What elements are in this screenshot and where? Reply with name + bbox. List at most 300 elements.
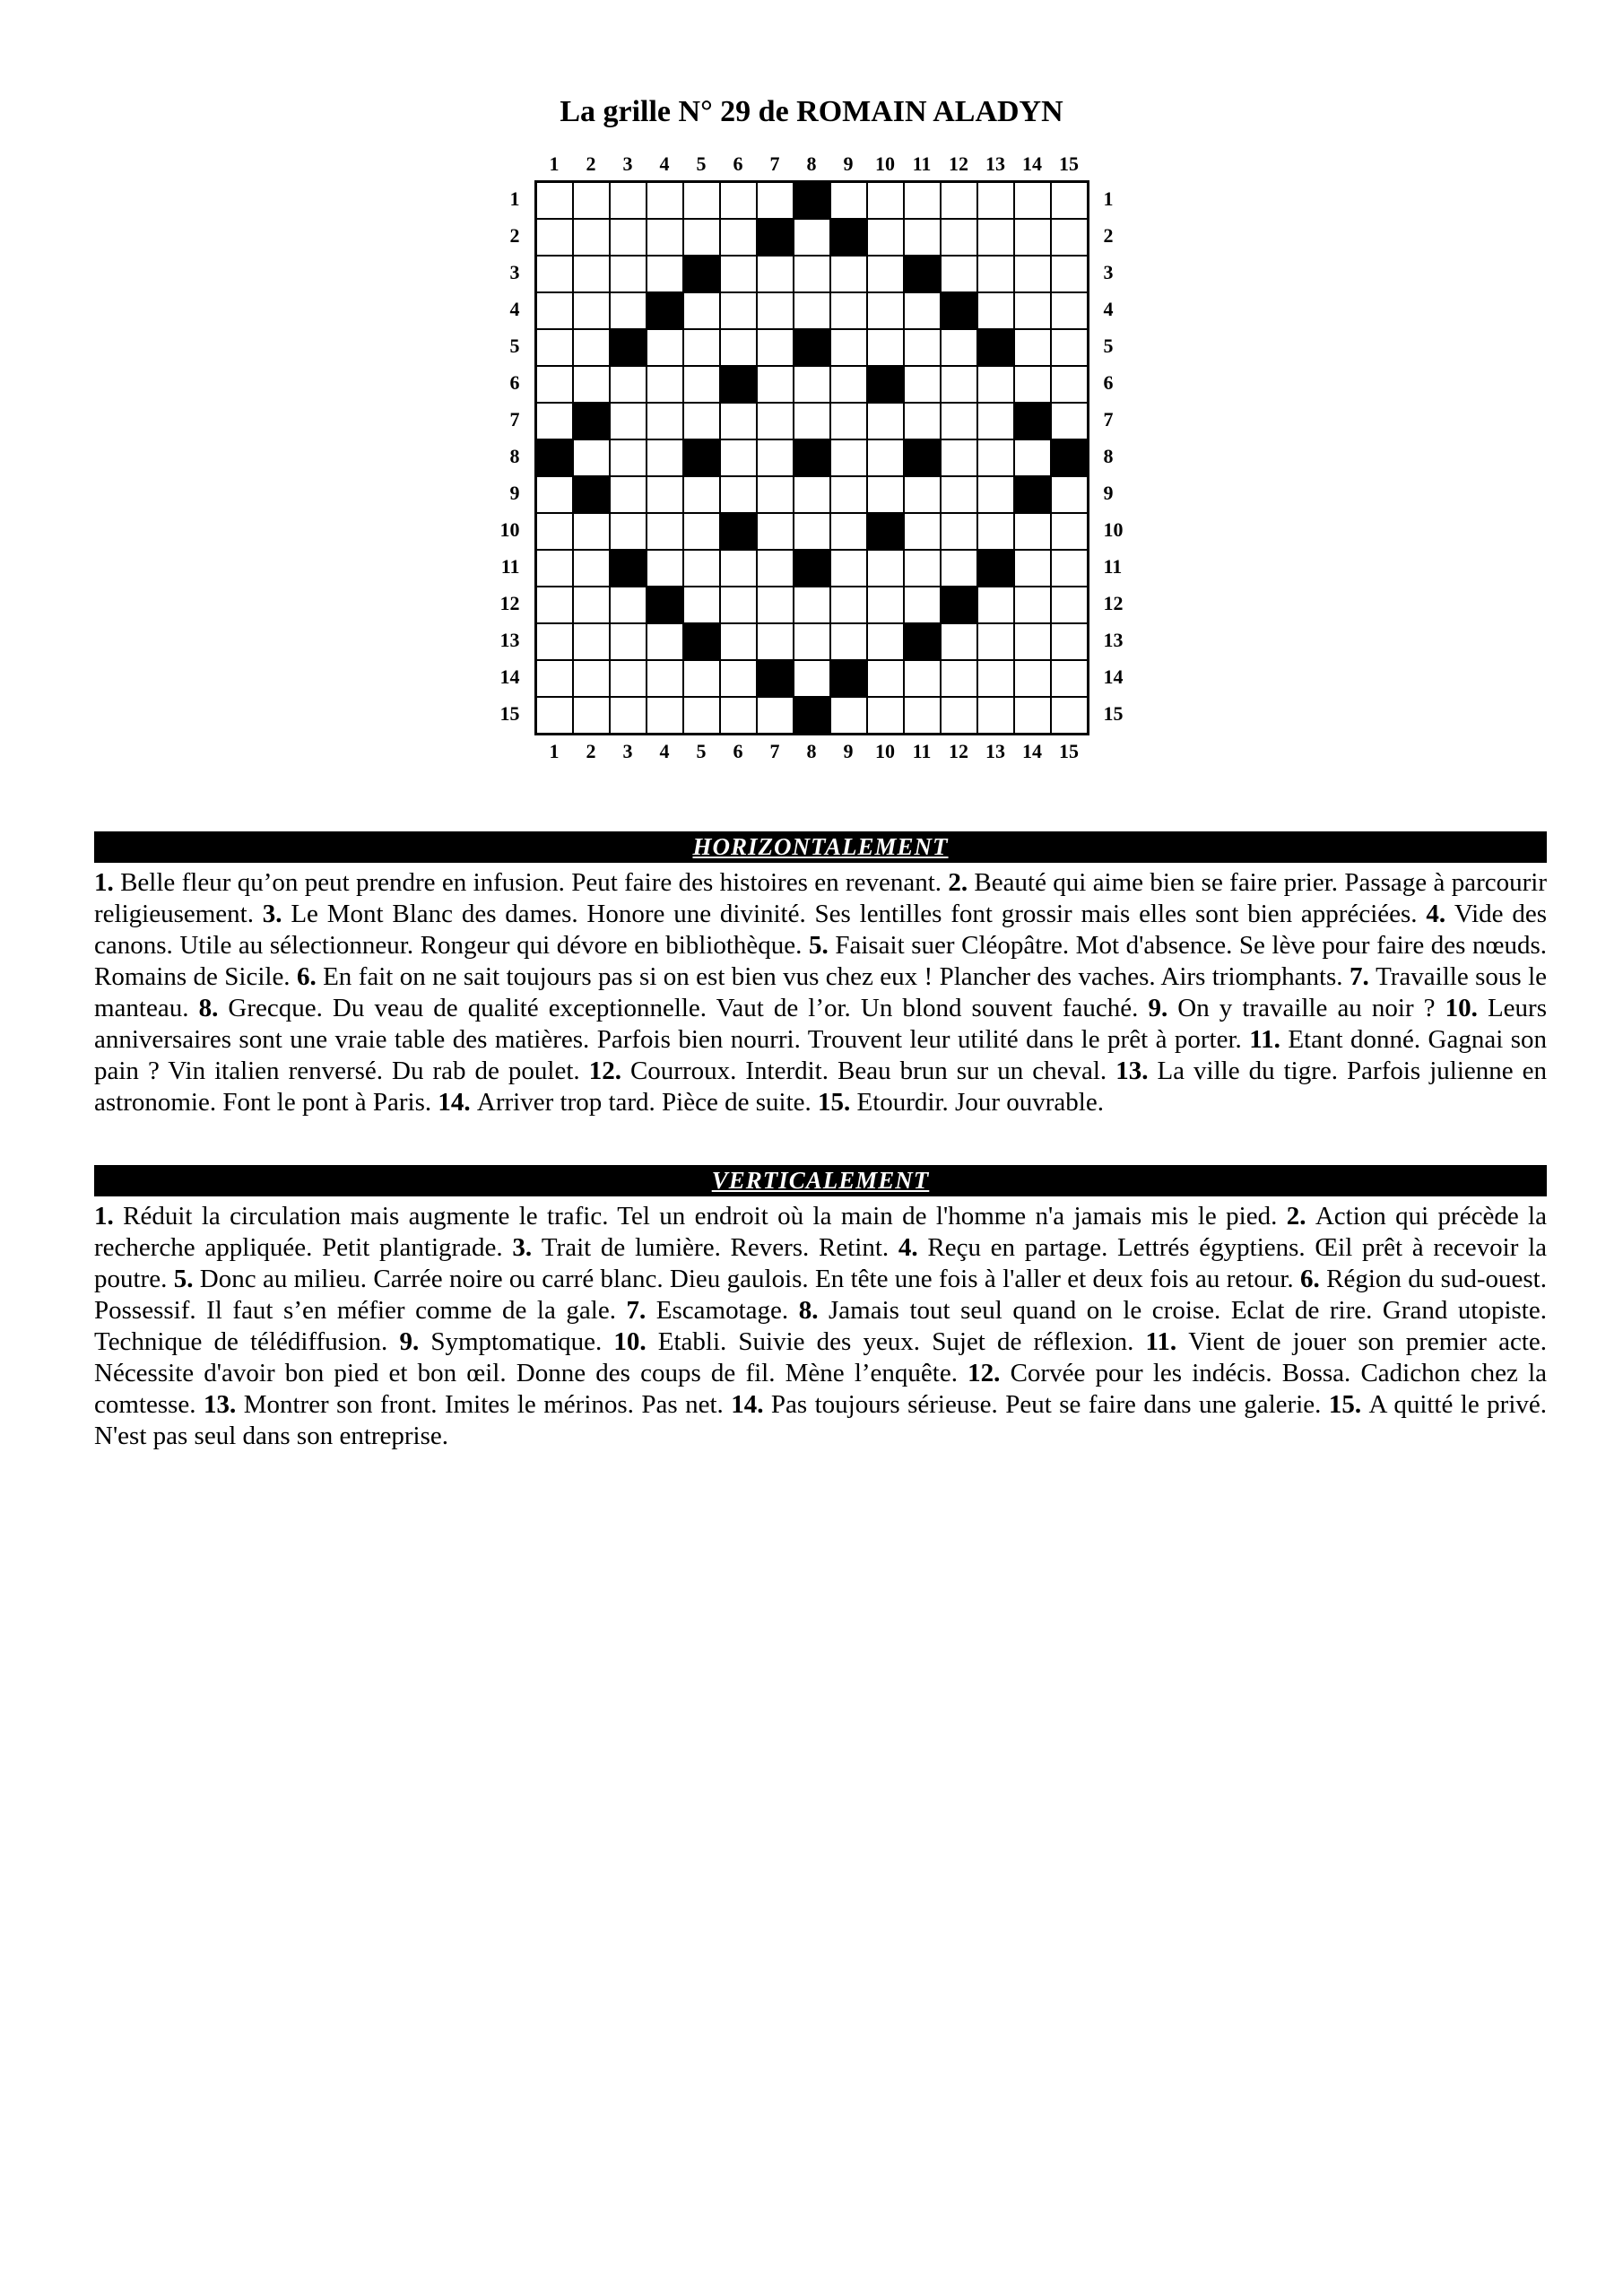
grid-cell-white <box>536 219 573 256</box>
clue-number: 15. <box>1328 1390 1362 1419</box>
row-label: 6 <box>509 371 520 394</box>
grid-cell-black <box>794 439 830 476</box>
clue-number: 3. <box>512 1233 533 1262</box>
clue-text: Faisait suer Cléopâtre. Mot d'absence. Se lève pour faire des nœuds. Romains de Sicile. <box>94 931 1548 991</box>
section-header-vertical: VERTICALEMENT <box>94 1165 1547 1196</box>
grid-cell-black <box>573 403 610 439</box>
grid-cell-black <box>867 366 904 403</box>
row-label: 1 <box>509 187 520 210</box>
clue-number: 6. <box>296 962 317 991</box>
col-label: 4 <box>659 152 670 175</box>
grid-cell-white <box>647 366 683 403</box>
label-spacer <box>491 738 536 765</box>
grid-cell-white <box>720 550 757 587</box>
grid-cell-black <box>941 292 977 329</box>
grid-cell-white <box>573 182 610 219</box>
row-label: 11 <box>1103 555 1123 578</box>
clue-number: 4. <box>898 1233 918 1262</box>
clue-number: 2. <box>948 868 968 897</box>
grid-cell-white <box>720 329 757 366</box>
grid-cell-white <box>794 660 830 697</box>
row-label: 12 <box>1103 592 1124 614</box>
column-labels-bottom <box>491 738 1133 765</box>
grid-cell-white <box>904 513 941 550</box>
clue-number: 11. <box>1249 1025 1280 1054</box>
grid-cell-white <box>1014 550 1051 587</box>
grid-cell-white <box>941 476 977 513</box>
grid-cell-white <box>683 513 720 550</box>
grid-cell-white <box>941 513 977 550</box>
grid-cell-white <box>1014 182 1051 219</box>
grid-cell-white <box>977 403 1014 439</box>
grid-cell-white <box>573 219 610 256</box>
row-labels-left <box>490 180 534 732</box>
grid-cell-white <box>610 587 647 623</box>
grid-cell-white <box>977 256 1014 292</box>
clue-number: 3. <box>262 900 282 928</box>
clue-text: En fait on ne sait toujours pas si on est bien vus chez eux ! Plancher des vaches. Airs triomphants. <box>316 962 1350 991</box>
grid-cell-white <box>720 476 757 513</box>
clue-number: 2. <box>1286 1202 1306 1231</box>
row-label: 7 <box>509 408 520 430</box>
grid-cell-white <box>757 587 794 623</box>
clue-number: 12. <box>588 1057 621 1085</box>
grid-cell-white <box>830 513 867 550</box>
row-label: 9 <box>509 482 520 504</box>
grid-cell-white <box>1014 587 1051 623</box>
row-label: 4 <box>1103 298 1114 320</box>
row-labels-right <box>1089 180 1134 732</box>
col-label: 13 <box>985 740 1005 762</box>
grid-cell-black <box>536 439 573 476</box>
grid-cell-white <box>1051 660 1088 697</box>
row-label: 2 <box>509 224 520 247</box>
col-label: 7 <box>769 740 780 762</box>
grid-cell-white <box>610 182 647 219</box>
grid-cell-white <box>941 660 977 697</box>
grid-cell-white <box>1051 329 1088 366</box>
grid-cell-white <box>830 439 867 476</box>
grid-cell-white <box>1014 660 1051 697</box>
grid-cell-black <box>794 550 830 587</box>
grid-cell-white <box>610 660 647 697</box>
row-label: 6 <box>1103 371 1114 394</box>
grid-cell-white <box>941 182 977 219</box>
clue-text: Région du sud-ouest. Possessif. Il faut s’en méfier comme de la gale. <box>94 1265 1547 1325</box>
grid-cell-white <box>977 476 1014 513</box>
grid-cell-white <box>610 366 647 403</box>
clue-text: Reçu en partage. Lettrés égyptiens. Œil prêt à recevoir la poutre. <box>94 1233 1548 1293</box>
row-label: 13 <box>1103 629 1124 651</box>
grid-cell-white <box>830 623 867 660</box>
grid-cell-white <box>977 587 1014 623</box>
clue-text: Trait de lumière. Revers. Retint. <box>532 1233 898 1262</box>
grid-cell-white <box>720 587 757 623</box>
col-label: 4 <box>659 740 670 762</box>
clue-text: Symptomatique. <box>419 1327 614 1356</box>
grid-mid-row <box>490 180 1134 735</box>
grid-cell-white <box>536 403 573 439</box>
grid-cell-white <box>610 403 647 439</box>
grid-cell-white <box>683 182 720 219</box>
grid-cell-white <box>610 256 647 292</box>
grid-cell-white <box>1051 697 1088 734</box>
col-label: 2 <box>586 740 596 762</box>
grid-cell-white <box>1014 256 1051 292</box>
clue-number: 4. <box>1426 900 1446 928</box>
grid-cell-white <box>1014 366 1051 403</box>
grid-cell-white <box>904 366 941 403</box>
row-label: 7 <box>1103 408 1114 430</box>
grid-cell-white <box>904 403 941 439</box>
clue-text: Le Mont Blanc des dames. Honore une divinité. Ses lentilles font grossir mais elles sont bien appréciées. <box>282 900 1427 928</box>
grid-cell-white <box>977 366 1014 403</box>
grid-cell-white <box>794 256 830 292</box>
grid-cell-black <box>573 476 610 513</box>
grid-cell-white <box>683 587 720 623</box>
clue-number: 9. <box>1148 994 1168 1022</box>
grid-cell-white <box>1014 329 1051 366</box>
grid-cell-black <box>794 182 830 219</box>
clue-text: Vide des canons. Utile au sélectionneur. Rongeur qui dévore en bibliothèque. <box>94 900 1548 960</box>
grid-cell-white <box>794 403 830 439</box>
grid-cell-white <box>536 513 573 550</box>
grid-cell-white <box>720 660 757 697</box>
col-label: 2 <box>586 152 596 175</box>
grid-cell-white <box>720 256 757 292</box>
clue-text: Arriver trop tard. Pièce de suite. <box>470 1088 818 1117</box>
clue-text: Travaille sous le manteau. <box>94 962 1547 1022</box>
grid-cell-black <box>941 587 977 623</box>
row-label: 14 <box>1103 665 1124 688</box>
row-label: 15 <box>1103 702 1124 725</box>
grid-cell-black <box>904 256 941 292</box>
col-label: 11 <box>912 152 932 175</box>
grid-cell-white <box>647 550 683 587</box>
col-label: 10 <box>875 152 895 175</box>
grid-cell-black <box>720 366 757 403</box>
clue-text: Jamais tout seul quand on le croise. Eclat de rire. Grand utopiste. Technique de télédiffusion. <box>94 1296 1547 1356</box>
grid-cell-white <box>977 439 1014 476</box>
grid-cell-white <box>536 292 573 329</box>
grid-cell-white <box>1014 513 1051 550</box>
grid-cell-black <box>720 513 757 550</box>
grid-cell-black <box>1014 403 1051 439</box>
grid-cell-white <box>794 366 830 403</box>
grid-cell-white <box>647 329 683 366</box>
grid-cell-black <box>977 550 1014 587</box>
col-label: 9 <box>843 152 854 175</box>
clue-number: 12. <box>968 1359 1001 1387</box>
grid-cell-white <box>830 476 867 513</box>
grid-cell-white <box>977 623 1014 660</box>
clue-number: 5. <box>809 931 829 960</box>
grid-cell-white <box>647 219 683 256</box>
grid-cell-white <box>683 476 720 513</box>
clue-text: Courroux. Interdit. Beau brun sur un cheval. <box>621 1057 1116 1085</box>
grid-cell-white <box>720 292 757 329</box>
grid-cell-white <box>867 256 904 292</box>
clue-number: 13. <box>1115 1057 1149 1085</box>
grid-cell-white <box>867 182 904 219</box>
grid-cell-white <box>867 403 904 439</box>
grid-cell-white <box>573 366 610 403</box>
clue-text: Pas toujours sérieuse. Peut se faire dans une galerie. <box>763 1390 1329 1419</box>
grid-cell-white <box>867 697 904 734</box>
grid-cell-white <box>830 256 867 292</box>
col-label: 12 <box>949 740 968 762</box>
col-label: 14 <box>1022 740 1042 762</box>
grid-cell-white <box>977 513 1014 550</box>
grid-cell-white <box>867 329 904 366</box>
grid-cell-white <box>1051 292 1088 329</box>
grid-cell-white <box>1051 550 1088 587</box>
grid-cell-black <box>794 329 830 366</box>
grid-cell-white <box>977 219 1014 256</box>
clue-number: 14. <box>438 1088 471 1117</box>
crossword-block <box>0 151 1623 765</box>
grid-cell-white <box>683 403 720 439</box>
grid-cell-white <box>904 476 941 513</box>
grid-cell-black <box>1051 439 1088 476</box>
grid-cell-white <box>977 292 1014 329</box>
grid-cell-white <box>830 182 867 219</box>
label-spacer <box>1088 738 1133 765</box>
grid-cell-white <box>757 439 794 476</box>
col-label: 9 <box>843 740 854 762</box>
grid-cell-white <box>1051 623 1088 660</box>
grid-cell-white <box>867 476 904 513</box>
grid-cell-white <box>610 219 647 256</box>
clue-text: Grecque. Du veau de qualité exceptionnelle. Vaut de l’or. Un blond souvent fauché. <box>218 994 1149 1022</box>
grid-cell-black <box>977 329 1014 366</box>
grid-cell-white <box>1014 219 1051 256</box>
clues-vertical <box>94 1201 1547 1452</box>
grid-cell-black <box>757 219 794 256</box>
col-label: 6 <box>733 740 743 762</box>
grid-cell-white <box>573 292 610 329</box>
clue-number: 10. <box>613 1327 647 1356</box>
grid-cell-white <box>904 292 941 329</box>
grid-cell-white <box>757 292 794 329</box>
grid-cell-white <box>794 623 830 660</box>
section-header-horizontal: HORIZONTALEMENT <box>94 831 1547 863</box>
grid-cell-white <box>830 550 867 587</box>
grid-cell-black <box>610 550 647 587</box>
row-label: 8 <box>509 445 520 467</box>
col-label: 15 <box>1059 152 1079 175</box>
grid-cell-white <box>647 697 683 734</box>
grid-cell-white <box>647 256 683 292</box>
grid-cell-white <box>573 256 610 292</box>
row-label: 3 <box>1103 261 1114 283</box>
grid-cell-white <box>720 623 757 660</box>
col-label: 5 <box>696 152 707 175</box>
clue-number: 10. <box>1445 994 1478 1022</box>
col-label: 8 <box>806 740 817 762</box>
grid-cell-black <box>683 623 720 660</box>
grid-cell-white <box>830 292 867 329</box>
grid-cell-white <box>904 219 941 256</box>
clue-number: 14. <box>731 1390 764 1419</box>
grid-cell-black <box>757 660 794 697</box>
col-label: 7 <box>769 152 780 175</box>
clue-number: 1. <box>94 868 114 897</box>
clue-number: 1. <box>94 1202 114 1231</box>
row-label: 13 <box>499 629 520 651</box>
grid-cell-white <box>683 292 720 329</box>
clue-text: Corvée pour les indécis. Bossa. Cadichon chez la comtesse. <box>94 1359 1547 1419</box>
grid-cell-white <box>1051 476 1088 513</box>
grid-cell-black <box>1014 476 1051 513</box>
grid-cell-white <box>904 550 941 587</box>
grid-cell-white <box>977 660 1014 697</box>
row-label: 15 <box>499 702 520 725</box>
clue-text: Etourdir. Jour ouvrable. <box>850 1088 1104 1117</box>
clue-text: A quitté le privé. N'est pas seul dans son entreprise. <box>94 1390 1547 1450</box>
grid-cell-white <box>904 182 941 219</box>
grid-cell-white <box>683 219 720 256</box>
grid-cell-black <box>830 219 867 256</box>
row-label: 4 <box>509 298 520 320</box>
grid-cell-white <box>941 329 977 366</box>
grid-cell-black <box>830 660 867 697</box>
clue-text: On y travaille au noir ? <box>1167 994 1445 1022</box>
row-label: 14 <box>499 665 520 688</box>
grid-cell-white <box>573 660 610 697</box>
grid-cell-white <box>757 403 794 439</box>
clue-text: Etant donné. Gagnai son pain ? Vin italien renversé. Du rab de poulet. <box>94 1025 1548 1085</box>
col-label: 1 <box>549 740 560 762</box>
grid-cell-white <box>867 550 904 587</box>
grid-cell-white <box>610 623 647 660</box>
grid-cell-white <box>720 219 757 256</box>
col-label: 1 <box>549 152 560 175</box>
clue-text: Vient de jouer son premier acte. Nécessite d'avoir bon pied et bon œil. Donne des coups de fil. Mène l’enquête. <box>94 1327 1548 1387</box>
grid-cell-white <box>536 366 573 403</box>
grid-cell-black <box>867 513 904 550</box>
grid-cell-white <box>941 219 977 256</box>
grid-cell-black <box>683 439 720 476</box>
grid-cell-white <box>1051 219 1088 256</box>
grid-cell-black <box>904 623 941 660</box>
grid-cell-white <box>941 623 977 660</box>
grid-cell-white <box>647 513 683 550</box>
grid-cell-white <box>830 366 867 403</box>
grid-cell-white <box>867 292 904 329</box>
row-label: 9 <box>1103 482 1114 504</box>
grid-cell-white <box>536 256 573 292</box>
grid-cell-white <box>1051 587 1088 623</box>
column-labels-bottom-row <box>536 738 1088 765</box>
grid-cell-white <box>573 550 610 587</box>
grid-cell-white <box>867 587 904 623</box>
col-label: 15 <box>1059 740 1079 762</box>
row-label: 12 <box>499 592 520 614</box>
grid-cell-black <box>647 292 683 329</box>
grid-cell-white <box>830 587 867 623</box>
grid-cell-white <box>757 256 794 292</box>
clue-number: 8. <box>198 994 219 1022</box>
grid-cell-white <box>536 660 573 697</box>
grid-cell-white <box>794 587 830 623</box>
grid-cell-white <box>610 513 647 550</box>
page-title: La grille N° 29 de ROMAIN ALADYN <box>560 95 1063 128</box>
row-label: 10 <box>499 518 520 541</box>
grid-cell-white <box>610 439 647 476</box>
clue-text: Montrer son front. Imites le mérinos. Pas net. <box>236 1390 732 1419</box>
grid-cell-black <box>904 439 941 476</box>
grid-cell-white <box>573 439 610 476</box>
col-label: 6 <box>733 152 743 175</box>
grid-cell-white <box>757 513 794 550</box>
col-label: 3 <box>622 740 633 762</box>
column-labels-top-row <box>536 151 1088 178</box>
grid-cell-white <box>757 476 794 513</box>
grid-cell-white <box>794 513 830 550</box>
clue-number: 9. <box>399 1327 420 1356</box>
col-label: 10 <box>875 740 895 762</box>
clue-text: Action qui précède la recherche appliquée. Petit plantigrade. <box>94 1202 1547 1262</box>
grid-cell-white <box>830 697 867 734</box>
grid-cell-white <box>536 587 573 623</box>
grid-cell-white <box>683 366 720 403</box>
grid-cell-white <box>610 292 647 329</box>
grid-cell-white <box>867 623 904 660</box>
grid-cell-white <box>1014 292 1051 329</box>
label-spacer <box>1088 151 1133 178</box>
grid-cell-white <box>794 476 830 513</box>
grid-cell-white <box>1014 623 1051 660</box>
grid-cell-black <box>683 256 720 292</box>
grid-cell-white <box>830 403 867 439</box>
label-spacer <box>491 151 536 178</box>
grid-cell-black <box>610 329 647 366</box>
grid-cell-white <box>647 439 683 476</box>
grid-cell-white <box>610 697 647 734</box>
clue-text: Donc au milieu. Carrée noire ou carré blanc. Dieu gaulois. En tête une fois à l'aller et deux fois au retour. <box>193 1265 1301 1293</box>
grid-cell-black <box>794 697 830 734</box>
clue-number: 8. <box>798 1296 819 1325</box>
grid-cell-white <box>573 513 610 550</box>
row-label: 10 <box>1103 518 1124 541</box>
grid-cell-white <box>536 182 573 219</box>
grid-cell-white <box>610 476 647 513</box>
grid-cell-white <box>941 256 977 292</box>
grid-cell-white <box>683 550 720 587</box>
grid-cell-white <box>867 439 904 476</box>
grid-cell-white <box>573 329 610 366</box>
clue-number: 6. <box>1300 1265 1320 1293</box>
clue-number: 15. <box>818 1088 851 1117</box>
grid-cell-white <box>1014 439 1051 476</box>
row-label: 5 <box>1103 335 1114 357</box>
grid-cell-white <box>867 219 904 256</box>
clues-horizontal <box>94 867 1547 1118</box>
grid-cell-white <box>536 550 573 587</box>
clue-number: 7. <box>626 1296 647 1325</box>
grid-cell-white <box>757 366 794 403</box>
grid-cell-white <box>904 697 941 734</box>
row-label: 8 <box>1103 445 1114 467</box>
grid-cell-white <box>647 403 683 439</box>
grid-cell-white <box>573 587 610 623</box>
col-label: 8 <box>806 152 817 175</box>
section-horizontal <box>94 831 1547 1118</box>
grid-cell-white <box>757 329 794 366</box>
grid-cell-white <box>536 697 573 734</box>
grid-cell-white <box>941 366 977 403</box>
